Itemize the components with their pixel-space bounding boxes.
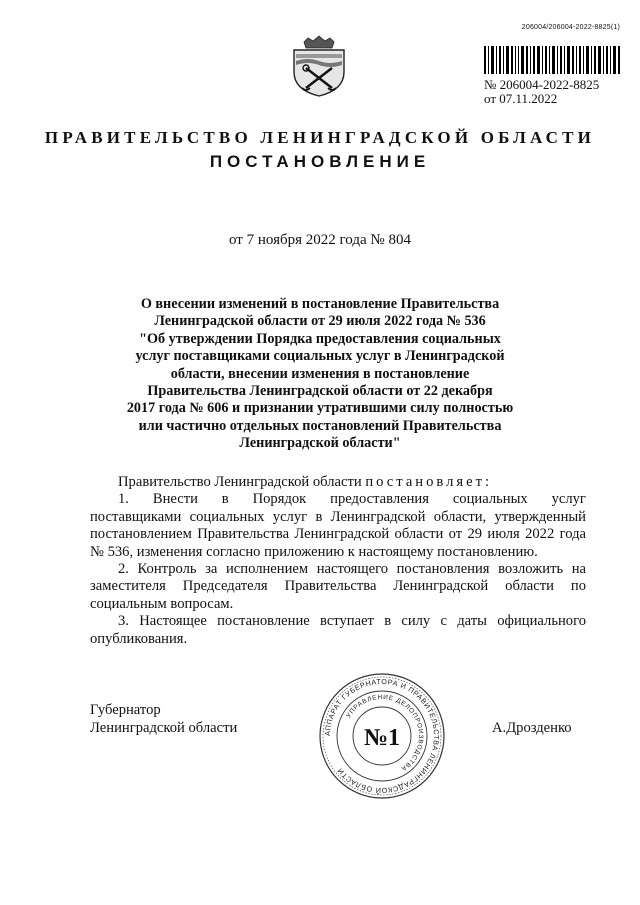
decree-body: [90, 474, 586, 648]
coat-of-arms-icon: [288, 34, 350, 98]
item-1-word: 1.: [118, 491, 129, 508]
title-line: области, внесении изменения в постановление: [170, 365, 470, 382]
item-1-word: предоставления: [330, 491, 429, 508]
position-line: Ленинградской области: [90, 719, 238, 736]
preamble-text: Правительство Ленинградской области: [118, 474, 366, 490]
registration-date: от 07.11.2022: [484, 91, 558, 106]
stamp-number: №1: [363, 725, 401, 751]
title-line: "Об утверждении Порядка предоставления социальных: [139, 330, 501, 347]
item-1-word: Внести: [152, 491, 198, 508]
decree-title: [110, 296, 530, 453]
item-3: 3. Настоящее постановление вступает в силу с даты официального опубликования.: [90, 613, 586, 647]
title-line: Ленинградской области": [239, 435, 401, 452]
document-type: ПОСТАНОВЛЕНИЕ: [209, 152, 431, 171]
registration-number: № 206004-2022-8825: [484, 77, 600, 92]
item-1-word: Порядок: [252, 491, 307, 508]
item-1-word: в: [221, 491, 229, 508]
government-name: ПРАВИТЕЛЬСТВО ЛЕНИНГРАДСКОЙ ОБЛАСТИ: [44, 128, 596, 147]
registry-code: 206004/206004-2022-8825(1): [521, 24, 620, 31]
decree-date-number: от 7 ноября 2022 года № 804: [229, 232, 411, 248]
item-1-word: социальных: [452, 491, 528, 508]
item-1-word: услуг: [551, 491, 586, 508]
title-line: 2017 года № 606 и признании утратившими силу полностью: [126, 400, 514, 417]
item-1-first-line: [90, 491, 586, 508]
preamble: [90, 474, 586, 491]
registration-block: [484, 78, 624, 106]
title-line: или частично отдельных постановлений Правительства: [138, 417, 502, 434]
signatory-position: [90, 702, 237, 737]
title-line: услуг поставщиками социальных услуг в Ленинградской: [135, 348, 505, 365]
item-1-continuation: поставщиками социальных услуг в Ленинградской области, утвержденный постановлением Правительства Ленинградской области от 29 июля 2022 года № 536, изменения согласно приложению к настоящему постановлению.: [90, 508, 586, 560]
stamp-inner-text: УПРАВЛЕНИЕ ДЕЛОПРОИЗВОДСТВА: [345, 693, 425, 773]
signatory-name: А.Дрозденко: [492, 720, 572, 736]
position-line: Губернатор: [90, 702, 161, 718]
stamp-outer-text: АППАРАТ ГУБЕРНАТОРА И ПРАВИТЕЛЬСТВА ЛЕНИНГРАДСКОЙ ОБЛАСТИ: [322, 676, 442, 796]
title-line: Правительства Ленинградской области от 22 декабря: [147, 383, 493, 400]
item-2: 2. Контроль за исполнением настоящего постановления возложить на заместителя Председателя Правительства Ленинградской области по социальным вопросам.: [90, 561, 586, 612]
barcode-icon: [484, 46, 620, 74]
title-line: Ленинградской области от 29 июля 2022 года № 536: [154, 313, 486, 330]
title-line: О внесении изменений в постановление Правительства: [140, 296, 500, 312]
preamble-keyword: постановляет:: [365, 474, 493, 490]
official-stamp-icon: [318, 672, 446, 800]
